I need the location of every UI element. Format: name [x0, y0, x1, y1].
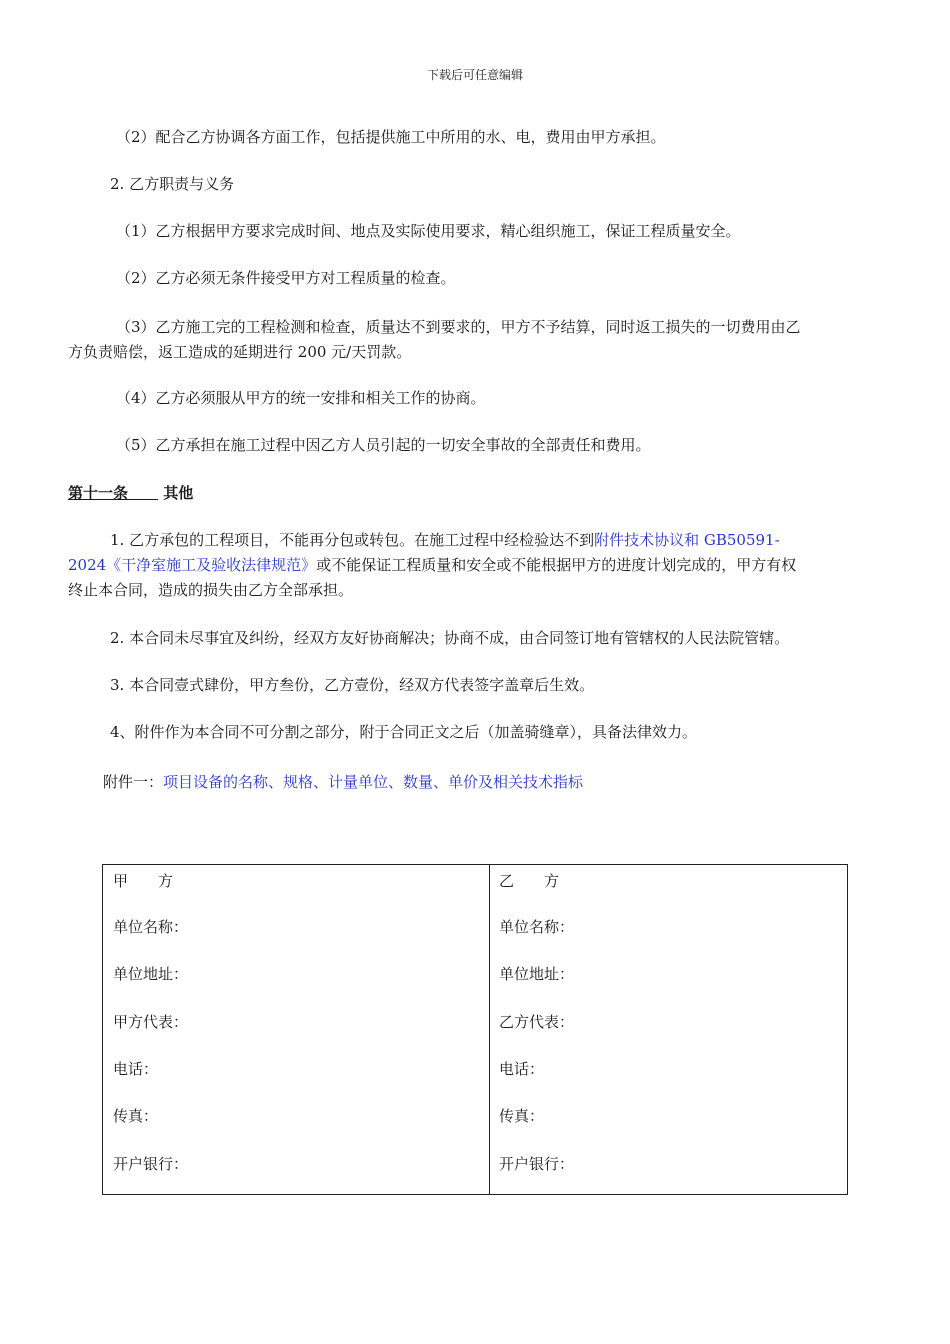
party-b-representative: 乙方代表： [499, 1013, 575, 1031]
party-a-label: 甲 方 [113, 872, 174, 890]
party-b-label: 乙 方 [499, 872, 560, 890]
party-b-fax: 传真： [499, 1107, 545, 1125]
party-a-bank: 开户银行： [113, 1155, 189, 1173]
clause-item-3: 3. 本合同壹式肆份，甲方叁份，乙方壹份，经双方代表签字盖章后生效。 [110, 676, 595, 694]
party-b-bank: 开户银行： [499, 1155, 575, 1173]
article-title: 其他 [163, 484, 194, 502]
clause-paragraph: （2）配合乙方协调各方面工作，包括提供施工中所用的水、电，费用由甲方承担。 [116, 128, 666, 146]
party-a-unit-name: 单位名称： [113, 918, 189, 936]
attachment-label: 附件一： [103, 773, 164, 791]
page-header: 下载后可任意编辑 [426, 68, 523, 82]
table-divider [489, 865, 490, 1194]
party-b-unit-name: 单位名称： [499, 918, 575, 936]
attachment-title-link[interactable]: 项目设备的名称、规格、计量单位、数量、单价及相关技术指标 [163, 773, 584, 791]
clause-item-1-continued: 终止本合同，造成的损失由乙方全部承担。 [68, 581, 354, 599]
party-a-unit-address: 单位地址： [113, 965, 189, 983]
party-a-fax: 传真： [113, 1107, 159, 1125]
clause-item-4: 4、附件作为本合同不可分割之部分，附于合同正文之后（加盖骑缝章），具备法律效力。 [110, 723, 698, 741]
standard-link[interactable]: 2024《干净室施工及验收法律规范》 [68, 556, 317, 574]
attachment-link[interactable]: 附件技术协议和 GB50591- [594, 531, 780, 549]
party-a-phone: 电话： [113, 1060, 159, 1078]
clause-paragraph-continued: 方负责赔偿，返工造成的延期进行 200 元/天罚款。 [68, 343, 412, 361]
clause-item-2: 2. 本合同未尽事宜及纠纷，经双方友好协商解决；协商不成，由合同签订地有管辖权的人民法院管辖。 [110, 629, 790, 647]
article-heading [68, 481, 193, 506]
clause-item-1: 1. 乙方承包的工程项目，不能再分包或转包。在施工过程中经检验达不到附件技术协议和 GB50591- [110, 531, 780, 549]
section-subheading: 2. 乙方职责与义务 [110, 175, 235, 193]
article-number: 第十一条 [68, 484, 129, 502]
party-b-unit-address: 单位地址： [499, 965, 575, 983]
clause-paragraph: （3）乙方施工完的工程检测和检查，质量达不到要求的，甲方不予结算，同时返工损失的一切费用由乙 [116, 318, 801, 336]
attachment-line [103, 770, 583, 795]
signature-table [102, 864, 848, 1195]
clause-paragraph: （1）乙方根据甲方要求完成时间、地点及实际使用要求，精心组织施工，保证工程质量安全。 [116, 222, 741, 240]
clause-paragraph: （4）乙方必须服从甲方的统一安排和相关工作的协商。 [116, 389, 486, 407]
clause-item-1-continued: 2024《干净室施工及验收法律规范》或不能保证工程质量和安全或不能根据甲方的进度计划完成的，甲方有权 [68, 556, 797, 574]
clause-paragraph: （5）乙方承担在施工过程中因乙方人员引起的一切安全事故的全部责任和费用。 [116, 436, 651, 454]
party-b-phone: 电话： [499, 1060, 545, 1078]
party-a-representative: 甲方代表： [113, 1013, 189, 1031]
clause-paragraph: （2）乙方必须无条件接受甲方对工程质量的检查。 [116, 269, 456, 287]
